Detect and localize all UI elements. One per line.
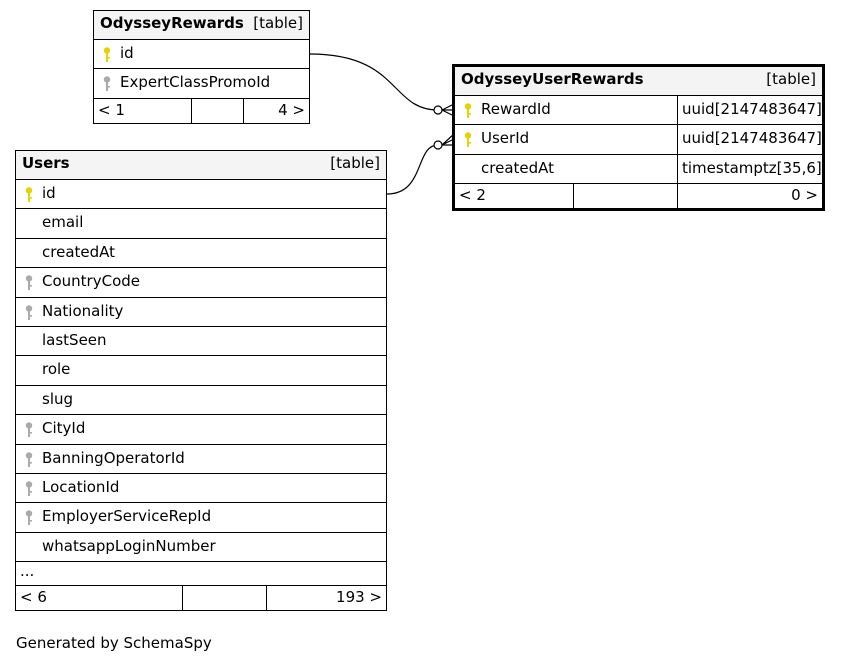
column-row[interactable] (16, 298, 386, 327)
column-row[interactable] (94, 69, 309, 98)
generated-by-text: Generated by SchemaSpy (16, 634, 212, 652)
column-name: createdAt (481, 158, 555, 177)
column-row[interactable] (16, 209, 386, 238)
table-name[interactable]: OdysseyRewards (100, 14, 244, 32)
table-header (94, 11, 309, 40)
column-row[interactable] (16, 180, 386, 209)
column-row[interactable] (16, 533, 386, 562)
column-row[interactable] (455, 155, 822, 184)
parents-link[interactable]: < 2 (459, 186, 486, 205)
column-row[interactable] (16, 415, 386, 444)
column-row[interactable] (455, 96, 822, 125)
foreign-key-icon (24, 480, 34, 498)
parents-link[interactable]: < 6 (20, 588, 47, 607)
children-link[interactable]: 193 > (336, 588, 382, 607)
column-row[interactable] (16, 327, 386, 356)
column-row[interactable] (16, 503, 386, 532)
column-name: id (120, 44, 134, 62)
table-odyssey-user-rewards[interactable] (452, 64, 825, 211)
edge-rewards-optional-marker (434, 106, 442, 114)
column-name: email (42, 213, 84, 232)
table-kind: [table] (766, 70, 816, 88)
column-name: CityId (42, 419, 86, 438)
column-name: whatsappLoginNumber (42, 536, 216, 555)
table-footer (455, 184, 822, 208)
foreign-key-icon (24, 451, 34, 469)
column-name: slug (42, 389, 74, 408)
table-name[interactable]: OdysseyUserRewards (461, 70, 644, 88)
edge-users-to-userrewards (387, 145, 438, 194)
parents-link[interactable]: < 1 (98, 100, 125, 119)
column-row[interactable] (94, 40, 309, 69)
column-name: LocationId (42, 477, 120, 496)
column-name: createdAt (42, 242, 116, 261)
table-header (16, 151, 386, 180)
edge-users-optional-marker (434, 141, 442, 149)
table-odyssey-rewards[interactable] (93, 10, 310, 124)
column-name: RewardId (481, 100, 551, 118)
children-link[interactable]: 0 > (791, 186, 818, 205)
column-name: BanningOperatorId (42, 448, 185, 467)
foreign-key-icon (24, 421, 34, 439)
table-kind: [table] (330, 154, 380, 172)
table-header (455, 67, 822, 96)
table-name[interactable]: Users (22, 154, 70, 172)
column-name: Nationality (42, 301, 124, 320)
column-name: CountryCode (42, 272, 140, 291)
column-name: EmployerServiceRepId (42, 507, 212, 526)
foreign-key-icon (24, 274, 34, 292)
primary-key-icon (102, 46, 112, 64)
more-columns-ellipsis: ... (16, 562, 386, 586)
column-row[interactable] (16, 356, 386, 385)
table-footer (16, 586, 386, 610)
primary-key-icon (463, 102, 473, 120)
column-row[interactable] (16, 474, 386, 503)
table-users[interactable] (15, 150, 387, 611)
table-kind: [table] (253, 14, 303, 32)
column-row[interactable] (16, 445, 386, 474)
column-row[interactable] (16, 239, 386, 268)
primary-key-icon (24, 186, 34, 204)
column-row[interactable] (16, 268, 386, 297)
column-name: lastSeen (42, 330, 107, 349)
column-name: id (42, 184, 56, 202)
edge-rewards-to-userrewards (310, 54, 438, 110)
children-link[interactable]: 4 > (278, 100, 305, 119)
column-type: uuid[2147483647] (677, 125, 822, 153)
foreign-key-icon (24, 304, 34, 322)
foreign-key-icon (24, 509, 34, 527)
column-name: ExpertClassPromoId (120, 73, 271, 92)
column-type: uuid[2147483647] (677, 96, 822, 124)
column-name: role (42, 360, 71, 379)
table-footer (94, 99, 309, 123)
column-name: UserId (481, 129, 530, 148)
column-row[interactable] (455, 125, 822, 154)
column-row[interactable] (16, 386, 386, 415)
foreign-key-icon (102, 75, 112, 93)
primary-key-icon (463, 131, 473, 149)
column-type: timestamptz[35,6] (677, 155, 822, 183)
